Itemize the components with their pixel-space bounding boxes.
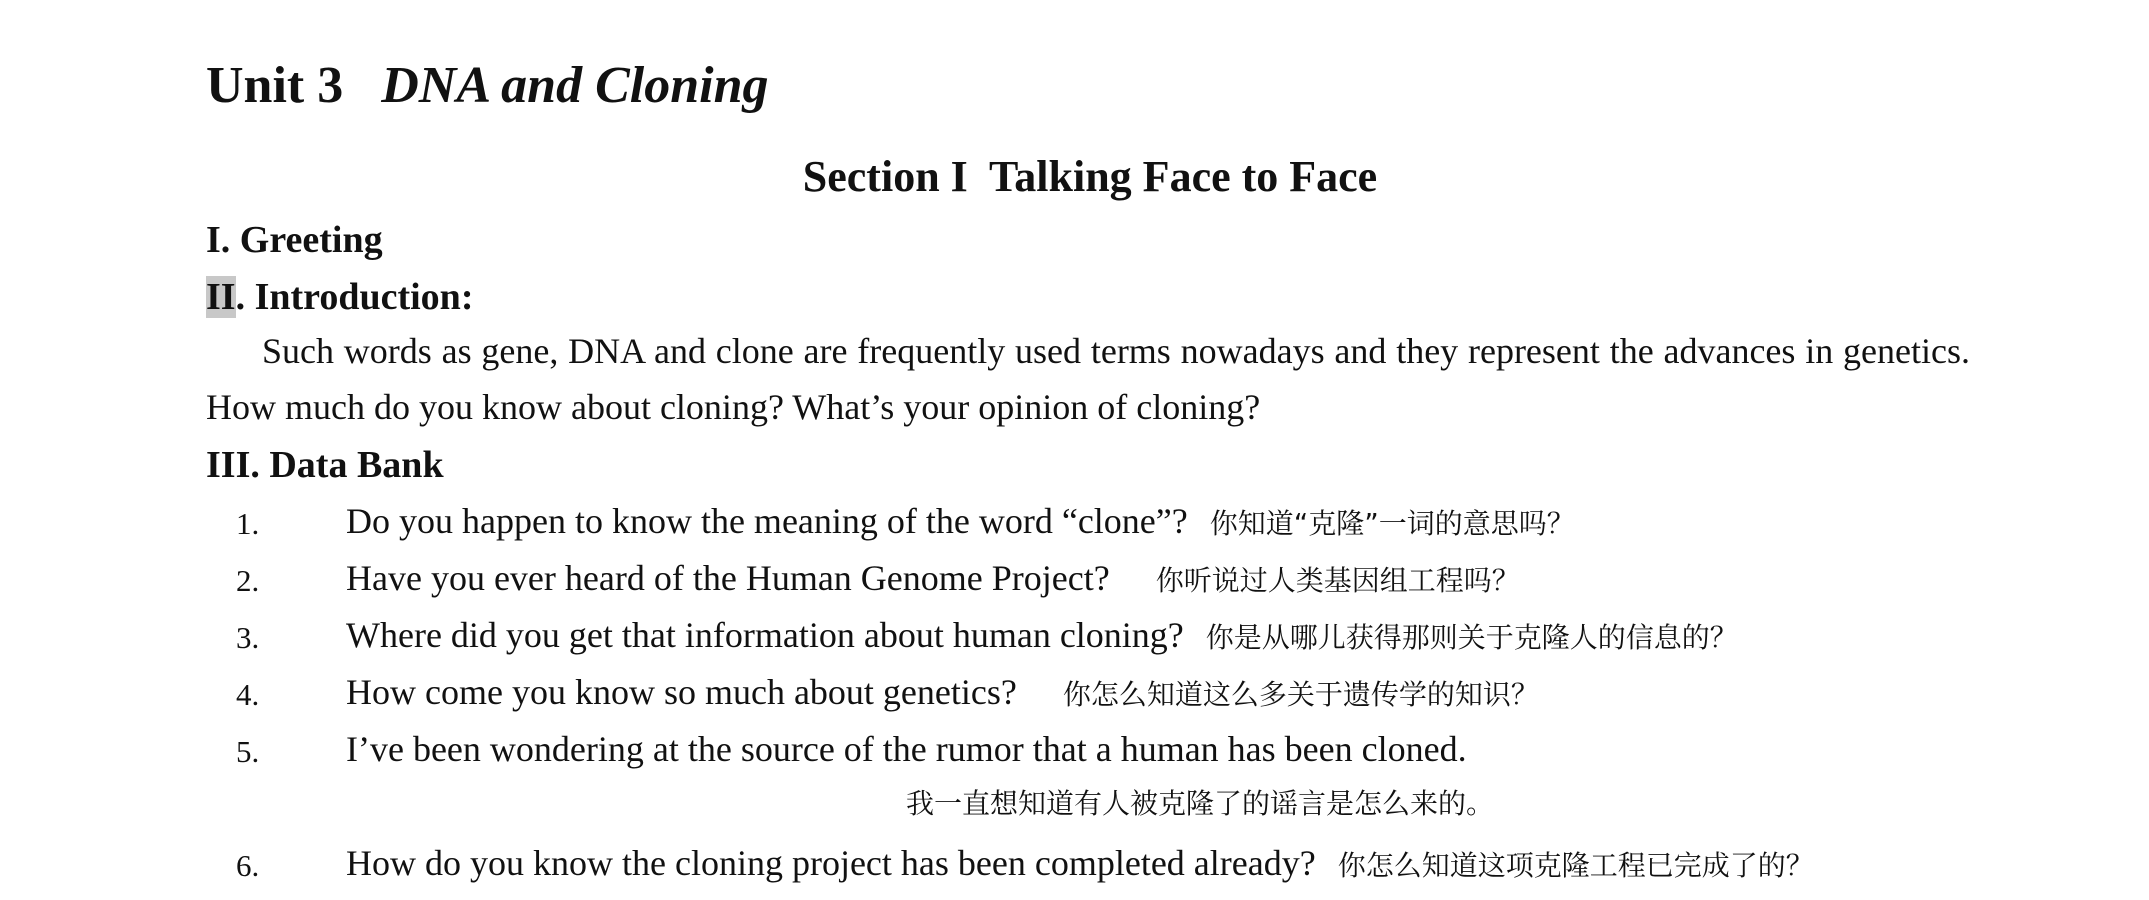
unit-title xyxy=(206,57,769,114)
introduction-text: Such words as gene, DNA and clone are frequently used terms nowadays and they represent the advances in genetics. How much do you know about cloning? What’s your opinion of cloning? xyxy=(206,331,1970,427)
section-title: Section I Talking Face to Face xyxy=(802,152,1378,201)
highlighted-numeral: II xyxy=(206,276,236,318)
list-item-chinese: 你听说过人类基因组工程吗？ xyxy=(1155,564,1520,597)
list-item xyxy=(346,674,1539,710)
list-item-english: How do you know the cloning project has been completed already? xyxy=(346,843,1316,883)
list-item xyxy=(346,503,1575,539)
list-item xyxy=(346,560,1520,596)
list-item-chinese: 我一直想知道有人被克隆了的谣言是怎么来的。 xyxy=(906,787,1495,820)
list-item-chinese: 你知道“克隆”一词的意思吗？ xyxy=(1209,507,1575,540)
list-item xyxy=(346,731,1467,767)
list-item-english: I’ve been wondering at the source of the rumor that a human has been cloned. xyxy=(346,729,1467,769)
list-item xyxy=(346,617,1738,653)
list-item-english: How come you know so much about genetics? xyxy=(346,672,1017,712)
heading-greeting: I. Greeting xyxy=(206,219,383,261)
list-item-number: 5. xyxy=(236,734,260,769)
heading-data-bank: III. Data Bank xyxy=(206,444,444,486)
heading-introduction xyxy=(206,278,473,316)
list-item-chinese: 你是从哪儿获得那则关于克隆人的信息的？ xyxy=(1205,621,1738,654)
list-item-number: 3. xyxy=(236,620,260,655)
cropped-text-fragment xyxy=(346,888,355,900)
list-item-number: 2. xyxy=(236,563,260,598)
introduction-paragraph xyxy=(206,323,1970,435)
unit-number: Unit 3 xyxy=(206,57,344,114)
list-item-english: Have you ever heard of the Human Genome Project? xyxy=(346,558,1110,598)
list-item-number: 1. xyxy=(236,506,260,541)
unit-subtitle: DNA and Cloning xyxy=(381,57,769,114)
list-item-number: 6. xyxy=(236,848,260,883)
cropped-next-line xyxy=(346,888,355,900)
list-item-english: Do you happen to know the meaning of the word “clone”? xyxy=(346,501,1188,541)
heading-introduction-label: . Introduction: xyxy=(235,276,474,318)
list-item-chinese: 你怎么知道这么多关于遗传学的知识？ xyxy=(1062,678,1539,711)
list-item-english: Where did you get that information about human cloning? xyxy=(346,615,1184,655)
list-item-chinese: 你怎么知道这项克隆工程已完成了的？ xyxy=(1337,849,1814,882)
list-item xyxy=(346,845,1814,881)
list-item-number: 4. xyxy=(236,677,260,712)
